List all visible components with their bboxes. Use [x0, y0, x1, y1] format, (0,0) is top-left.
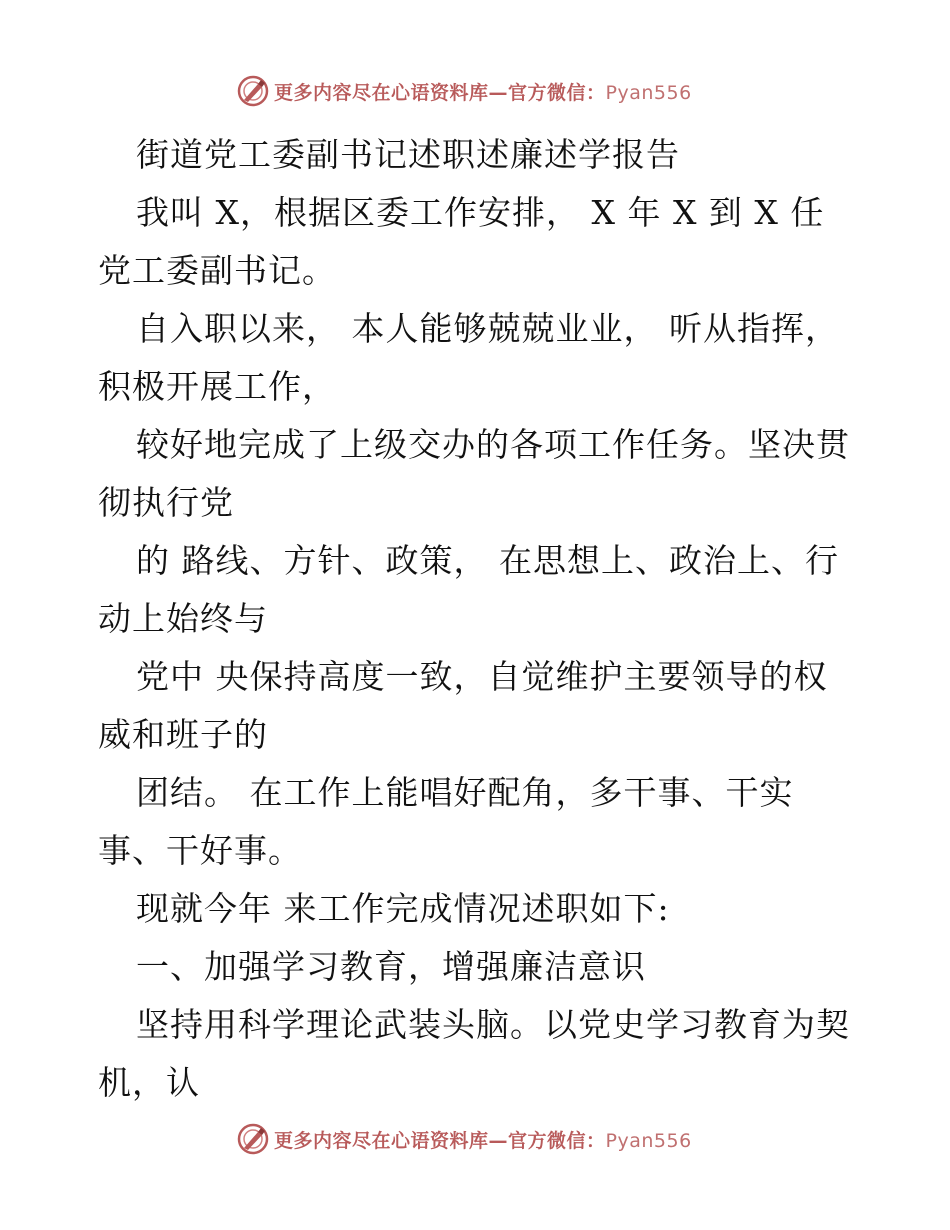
- text-line: 动上始终与: [98, 599, 268, 638]
- watermark-text: 更多内容尽在心语资料库—官方微信：Pyan556: [274, 81, 692, 104]
- watermark-handle: Pyan556: [605, 81, 692, 104]
- pen-logo-icon: [236, 1122, 270, 1156]
- text-line: 党中 央保持高度一致，自觉维护主要领导的权: [136, 657, 828, 696]
- watermark-handle: Pyan556: [605, 1129, 692, 1152]
- watermark-footer: [236, 1122, 692, 1156]
- watermark-text: 更多内容尽在心语资料库—官方微信：Pyan556: [274, 1129, 692, 1152]
- text-line: 事、干好事。: [98, 831, 302, 870]
- text-line: 积极开展工作，: [98, 367, 336, 406]
- text-line: 我叫 X，根据区委工作安排， X 年 X 到 X 任: [136, 193, 825, 232]
- document-body: [98, 126, 858, 1112]
- text-line: 现就今年 来工作完成情况述职如下:: [136, 889, 670, 928]
- watermark-header: [236, 74, 692, 108]
- text-line: 机，认: [98, 1063, 200, 1102]
- text-line: 街道党工委副书记述职述廉述学报告: [136, 135, 680, 174]
- text-line: 一、加强学习教育，增强廉洁意识: [136, 947, 646, 986]
- text-line: 彻执行党: [98, 483, 234, 522]
- pen-logo-icon: [236, 74, 270, 108]
- text-line: 的 路线、方针、政策， 在思想上、政治上、行: [136, 541, 839, 580]
- text-line: 团结。 在工作上能唱好配角，多干事、干实: [136, 773, 794, 812]
- text-line: 威和班子的: [98, 715, 268, 754]
- text-line: 较好地完成了上级交办的各项工作任务。坚决贯: [136, 425, 850, 464]
- text-line: 坚持用科学理论武装头脑。以党史学习教育为契: [136, 1005, 850, 1044]
- text-line: 党工委副书记。: [98, 251, 336, 290]
- text-line: 自入职以来， 本人能够兢兢业业， 听从指挥，: [136, 309, 839, 348]
